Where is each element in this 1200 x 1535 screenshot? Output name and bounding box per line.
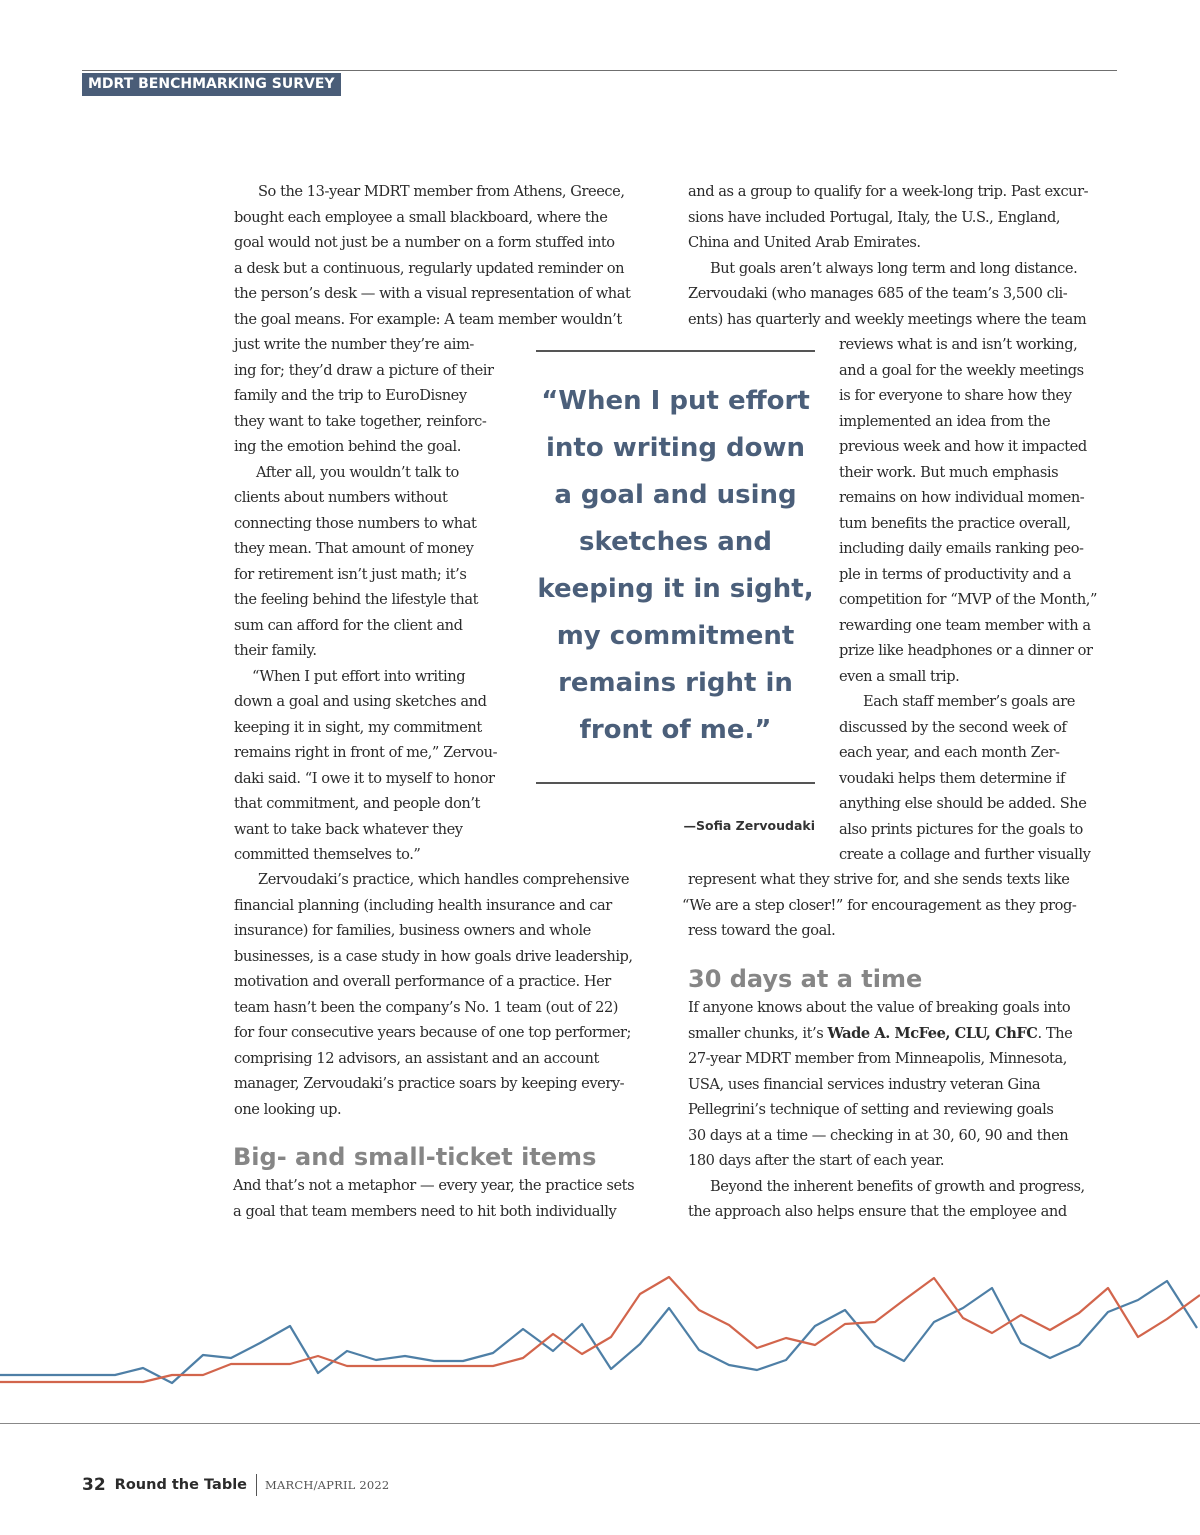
text-line: manager, Zervoudaki’s practice soars by keeping every- <box>234 1075 625 1092</box>
text-line: is for everyone to share how they <box>839 387 1072 404</box>
text-run: . The <box>1037 1024 1073 1042</box>
text-line: even a small trip. <box>839 667 960 685</box>
decorative-blue-line <box>0 1281 1197 1383</box>
col1-after-heading <box>233 1173 634 1224</box>
text-line: If anyone knows about the value of breaking goals into <box>688 999 1071 1016</box>
pull-quote-bottom-rule <box>536 782 815 784</box>
col2-top-text <box>688 179 1088 332</box>
text-line: and a goal for the weekly meetings <box>839 361 1084 379</box>
text-line <box>688 1021 1085 1047</box>
text-line: a desk but a continuous, regularly updated reminder on <box>234 259 625 277</box>
text-line: the feeling behind the lifestyle that <box>234 591 478 608</box>
text-line: previous week and how it impacted <box>839 438 1087 455</box>
text-line: prize like headphones or a dinner or <box>839 642 1093 659</box>
col2-after-heading <box>688 995 1085 1225</box>
pull-quote-line: my commitment <box>556 621 795 651</box>
col2-narrow-text <box>839 332 1097 868</box>
text-line: Zervoudaki (who manages 685 of the team’s 3,500 cli- <box>688 285 1068 302</box>
text-line: they want to take together, reinforc- <box>234 412 487 430</box>
text-run: smaller chunks, it’s <box>688 1024 828 1042</box>
magazine-title: Round the Table <box>114 1477 247 1493</box>
text-line: anything else should be added. She <box>839 795 1087 812</box>
text-line: Pellegrini’s technique of setting and reviewing goals <box>688 1101 1054 1118</box>
top-rule <box>82 70 1117 71</box>
text-line: remains right in front of me,” Zervou- <box>234 744 498 761</box>
text-line: Zervoudaki’s practice, which handles comprehensive <box>258 871 630 888</box>
text-line: their work. But much emphasis <box>839 463 1059 481</box>
text-line: and as a group to qualify for a week-long trip. Past excur- <box>688 183 1089 200</box>
text-line: ing for; they’d draw a picture of their <box>234 361 494 379</box>
pull-quote-line: front of me.” <box>579 715 772 745</box>
text-line: represent what they strive for, and she sends texts like <box>688 871 1070 888</box>
text-line: financial planning (including health insurance and car <box>234 896 612 914</box>
text-line: 180 days after the start of each year. <box>688 1152 945 1169</box>
text-line: family and the trip to EuroDisney <box>234 387 467 404</box>
footer-rule <box>0 1423 1200 1424</box>
text-line: sum can afford for the client and <box>234 616 463 634</box>
text-line: daki said. “I owe it to myself to honor <box>234 769 495 787</box>
decorative-line-graphic <box>0 1260 1200 1420</box>
text-line: the person’s desk — with a visual representation of what <box>234 285 631 302</box>
text-line: “We are a step closer!” for encouragement as they prog- <box>682 896 1077 914</box>
text-line: each year, and each month Zer- <box>839 744 1060 761</box>
intro-col1 <box>234 179 630 332</box>
text-line: committed themselves to.” <box>234 846 421 863</box>
text-line: reviews what is and isn’t working, <box>839 336 1078 353</box>
text-line: businesses, is a case study in how goals drive leadership, <box>234 947 633 965</box>
text-line: “When I put effort into writing <box>252 667 466 685</box>
heading-big-small-ticket: Big- and small-ticket items <box>233 1143 597 1171</box>
text-line: So the 13-year MDRT member from Athens, Greece, <box>258 183 625 200</box>
text-line: keeping it in sight, my commitment <box>234 718 482 736</box>
text-line: tum benefits the practice overall, <box>839 514 1071 532</box>
text-line: After all, you wouldn’t talk to <box>256 463 459 481</box>
text-line: insurance) for families, business owners and whole <box>234 922 591 939</box>
text-line: China and United Arab Emirates. <box>688 234 921 251</box>
col1-wide-text <box>234 867 633 1122</box>
name-bold: Wade A. McFee, CLU, ChFC <box>827 1024 1038 1042</box>
text-line: voudaki helps them determine if <box>839 769 1065 787</box>
text-line: a goal that team members need to hit both individually <box>233 1202 617 1220</box>
decorative-red-line <box>0 1277 1200 1382</box>
text-line: ing the emotion behind the goal. <box>234 438 461 455</box>
text-line: USA, uses financial services industry veteran Gina <box>688 1075 1041 1093</box>
text-line: the approach also helps ensure that the employee and <box>688 1203 1067 1220</box>
text-line: 30 days at a time — checking in at 30, 60, 90 and then <box>688 1126 1069 1144</box>
text-line: sions have included Portugal, Italy, the U.S., England, <box>688 208 1061 226</box>
text-line: one looking up. <box>234 1100 342 1118</box>
pull-quote-line: remains right in <box>558 668 793 698</box>
heading-30-days: 30 days at a time <box>688 965 923 993</box>
pull-quote-line: into writing down <box>545 433 806 463</box>
text-line: team hasn’t been the company’s No. 1 team (out of 22) <box>234 998 619 1016</box>
pull-quote-attribution: —Sofia Zervoudaki <box>683 818 815 833</box>
text-line: implemented an idea from the <box>839 412 1051 430</box>
text-line: clients about numbers without <box>234 489 448 506</box>
text-line: want to take back whatever they <box>234 820 463 838</box>
text-line: discussed by the second week of <box>839 718 1067 736</box>
page-footer <box>82 1473 389 1497</box>
text-line: 27-year MDRT member from Minneapolis, Minnesota, <box>688 1050 1067 1067</box>
col1-narrow-text <box>234 332 497 868</box>
text-line: including daily emails ranking peo- <box>839 540 1084 557</box>
text-line: comprising 12 advisors, an assistant and an account <box>234 1049 599 1067</box>
col2-wide-text <box>682 867 1077 944</box>
pull-quote-line: a goal and using <box>554 480 797 510</box>
text-line: just write the number they’re aim- <box>234 336 474 353</box>
section-tag: MDRT BENCHMARKING SURVEY <box>82 73 341 96</box>
text-line: ress toward the goal. <box>688 922 836 939</box>
pull-quote-top-rule <box>536 350 815 352</box>
text-line: create a collage and further visually <box>839 846 1091 863</box>
pull-quote <box>528 378 823 754</box>
pull-quote-line: sketches and <box>579 527 772 557</box>
text-line: But goals aren’t always long term and long distance. <box>710 259 1078 277</box>
text-line: Each staff member’s goals are <box>863 693 1075 710</box>
footer-divider <box>256 1474 257 1496</box>
text-line: ents) has quarterly and weekly meetings where the team <box>688 310 1087 328</box>
page-number: 32 <box>82 1475 106 1495</box>
text-line: motivation and overall performance of a practice. Her <box>234 973 611 990</box>
text-line: ple in terms of productivity and a <box>839 565 1071 583</box>
issue-date: MARCH/APRIL 2022 <box>265 1478 390 1492</box>
text-line: also prints pictures for the goals to <box>839 820 1083 838</box>
text-line: their family. <box>234 642 317 659</box>
text-line: down a goal and using sketches and <box>234 693 487 710</box>
text-line: for four consecutive years because of one top performer; <box>234 1024 632 1041</box>
text-line: that commitment, and people don’t <box>234 795 480 812</box>
pull-quote-line: “When I put effort <box>541 386 810 416</box>
text-line: competition for “MVP of the Month,” <box>839 591 1097 608</box>
pull-quote-line: keeping it in sight, <box>537 574 814 604</box>
text-line: connecting those numbers to what <box>234 514 477 532</box>
text-line: And that’s not a metaphor — every year, the practice sets <box>233 1177 635 1194</box>
text-line: bought each employee a small blackboard, where the <box>234 208 608 226</box>
text-line: goal would not just be a number on a form stuffed into <box>234 234 615 251</box>
text-line: they mean. That amount of money <box>234 540 474 557</box>
text-line: Beyond the inherent benefits of growth and progress, <box>710 1177 1085 1195</box>
text-line: rewarding one team member with a <box>839 616 1091 634</box>
text-line: remains on how individual momen- <box>839 489 1085 506</box>
text-line: for retirement isn’t just math; it’s <box>234 565 467 583</box>
text-line: the goal means. For example: A team member wouldn’t <box>234 310 622 328</box>
